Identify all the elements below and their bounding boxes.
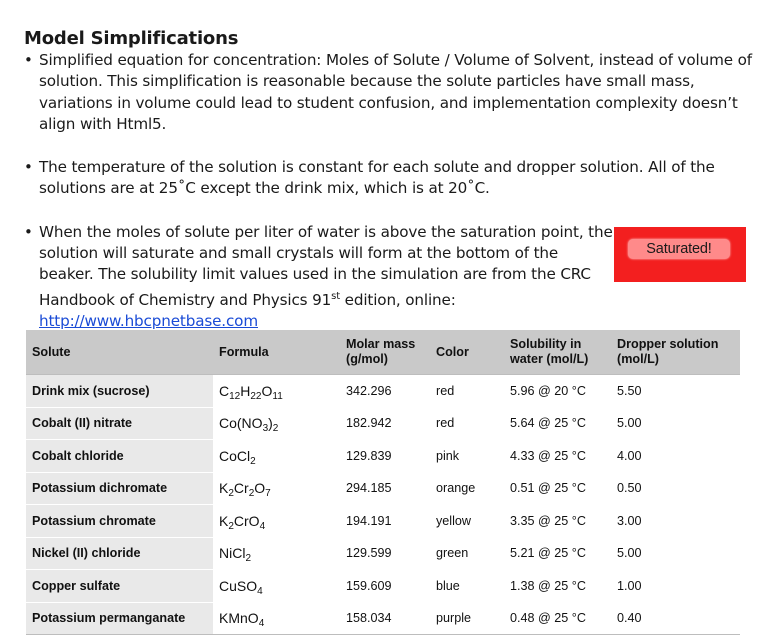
cell-dropper: 3.00 [617,513,642,528]
formula-part: ) [268,415,273,432]
formula-subscript: 3 [262,423,269,435]
formula-part: CuSO [219,577,258,594]
formula-subscript: 4 [257,585,263,597]
cell-molar-mass: 129.599 [346,546,392,561]
formula-subscript: 12 [229,390,241,402]
formula-part: KMnO [219,610,259,627]
cell-molar-mass: 294.185 [346,481,392,496]
cell-solute: Potassium chromate [26,505,213,538]
formula-subscript: 22 [250,390,262,402]
cell-solubility: 1.38 @ 25 °C [510,578,586,593]
table-body [26,375,740,635]
solute-table-wrapper [26,330,740,635]
cell-solute: Drink mix (sucrose) [26,375,213,408]
cell-molar-mass: 194.191 [346,513,392,528]
cell-molar-mass: 159.609 [346,578,392,593]
solute-table [26,330,740,635]
cell-formula [213,602,340,635]
cell-solute: Potassium dichromate [26,472,213,505]
cell-molar-mass: 129.839 [346,448,392,463]
table-row [26,472,740,505]
formula-subscript: 11 [272,390,283,402]
cell-solubility: 0.48 @ 25 °C [504,602,611,635]
cell-color: red [436,416,455,431]
cell-color: green [436,546,469,561]
saturated-indicator [614,227,746,282]
document-page [24,28,754,332]
cell-solute: Potassium permanganate [26,602,213,635]
table-row [26,407,740,440]
header-color: Color [430,330,504,375]
cell-formula [213,570,340,603]
formula-subscript: 2 [228,520,234,532]
formula-subscript: 2 [228,488,234,500]
cell-dropper: 5.00 [617,546,642,561]
table-row [26,505,740,538]
formula-subscript: 4 [258,618,265,630]
formula-part: Cr [233,480,249,497]
header-dropper: Dropper solution (mol/L) [611,330,740,375]
cell-formula [213,472,340,505]
cell-solubility: 5.96 @ 20 °C [504,375,611,408]
table-row [26,537,740,570]
saturation-tail: edition, online: [340,290,456,309]
bullet-list [24,50,754,332]
cell-molar-mass: 158.034 [340,602,430,635]
cell-solubility: 3.35 @ 25 °C [510,513,586,528]
hbcpnetbase-link[interactable]: http://www.hbcpnetbase.com [39,312,258,331]
cell-formula [213,375,340,408]
cell-color: pink [436,448,460,463]
formula-part: O [261,382,273,399]
formula-subscript: 2 [272,423,279,435]
table-row [26,375,740,408]
formula-part: K [219,480,229,497]
formula-part: K [219,512,229,529]
cell-formula [213,537,340,570]
cell-molar-mass: 342.296 [340,375,430,408]
table-header-row [26,330,740,375]
formula-subscript: 7 [265,488,271,500]
cell-dropper: 0.50 [617,481,642,496]
cell-dropper: 5.50 [611,375,740,408]
table-row [26,570,740,603]
cell-solubility: 0.51 @ 25 °C [510,481,586,496]
saturation-text: When the moles of solute per liter of water is above the saturation point, the solution will saturate and small crystals will form at the bottom of the beaker. The solubility limit values used in the simulation are from the CRC Handbook of Chemistry and Physics 91 [39,222,613,309]
cell-molar-mass: 182.942 [346,416,392,431]
header-molar-mass: Molar mass (g/mol) [340,330,430,375]
bullet-saturation [24,222,754,333]
header-solubility: Solubility in water (mol/L) [504,330,611,375]
cell-solute: Cobalt (II) nitrate [26,407,213,440]
formula-part: O [254,480,266,497]
header-solute: Solute [26,330,213,375]
cell-color: red [430,375,504,408]
formula-part: C [219,382,230,399]
formula-subscript: 4 [259,520,266,532]
formula-part: CoCl [219,447,251,464]
cell-color: blue [436,578,460,593]
cell-formula [213,407,340,440]
cell-color: orange [436,481,476,496]
saturation-sup: st [331,290,340,302]
cell-dropper: 5.00 [617,416,642,431]
cell-color: yellow [436,513,471,528]
formula-part: H [240,382,251,399]
formula-subscript: 2 [248,488,255,500]
cell-solubility: 5.64 @ 25 °C [510,416,586,431]
bullet-concentration: • Simplified equation for concentration: Moles of Solute / Volume of Solvent, instead of volume of solution. This simplification is reasonable because the solute particles have small mass, variations in volume could lead to student confusion, and implementation complexity doesn’t align with Html5. [24,50,754,135]
cell-color: purple [430,602,504,635]
formula-subscript: 2 [245,553,252,565]
cell-formula [213,505,340,538]
cell-solubility: 4.33 @ 25 °C [510,448,586,463]
page-title: Model Simplifications [24,28,239,49]
cell-solute: Nickel (II) chloride [26,537,213,570]
saturated-label: Saturated! [628,239,730,259]
formula-part: NiCl [219,545,246,562]
cell-solute: Cobalt chloride [26,440,213,473]
formula-part: CrO [233,512,260,529]
cell-dropper: 1.00 [617,578,642,593]
bullet-temperature: • The temperature of the solution is constant for each solute and dropper solution. All of the solutions are at 25˚C except the drink mix, which is at 20˚C. [24,157,754,200]
formula-subscript: 2 [250,455,256,467]
cell-formula [213,440,340,473]
cell-dropper: 4.00 [617,448,642,463]
cell-dropper: 0.40 [611,602,740,635]
table-row [26,440,740,473]
cell-solubility: 5.21 @ 25 °C [510,546,586,561]
table-row [26,602,740,635]
cell-solute: Copper sulfate [26,570,213,603]
formula-part: Co(NO [219,415,263,432]
saturation-paragraph [39,222,614,333]
header-formula: Formula [213,330,340,375]
